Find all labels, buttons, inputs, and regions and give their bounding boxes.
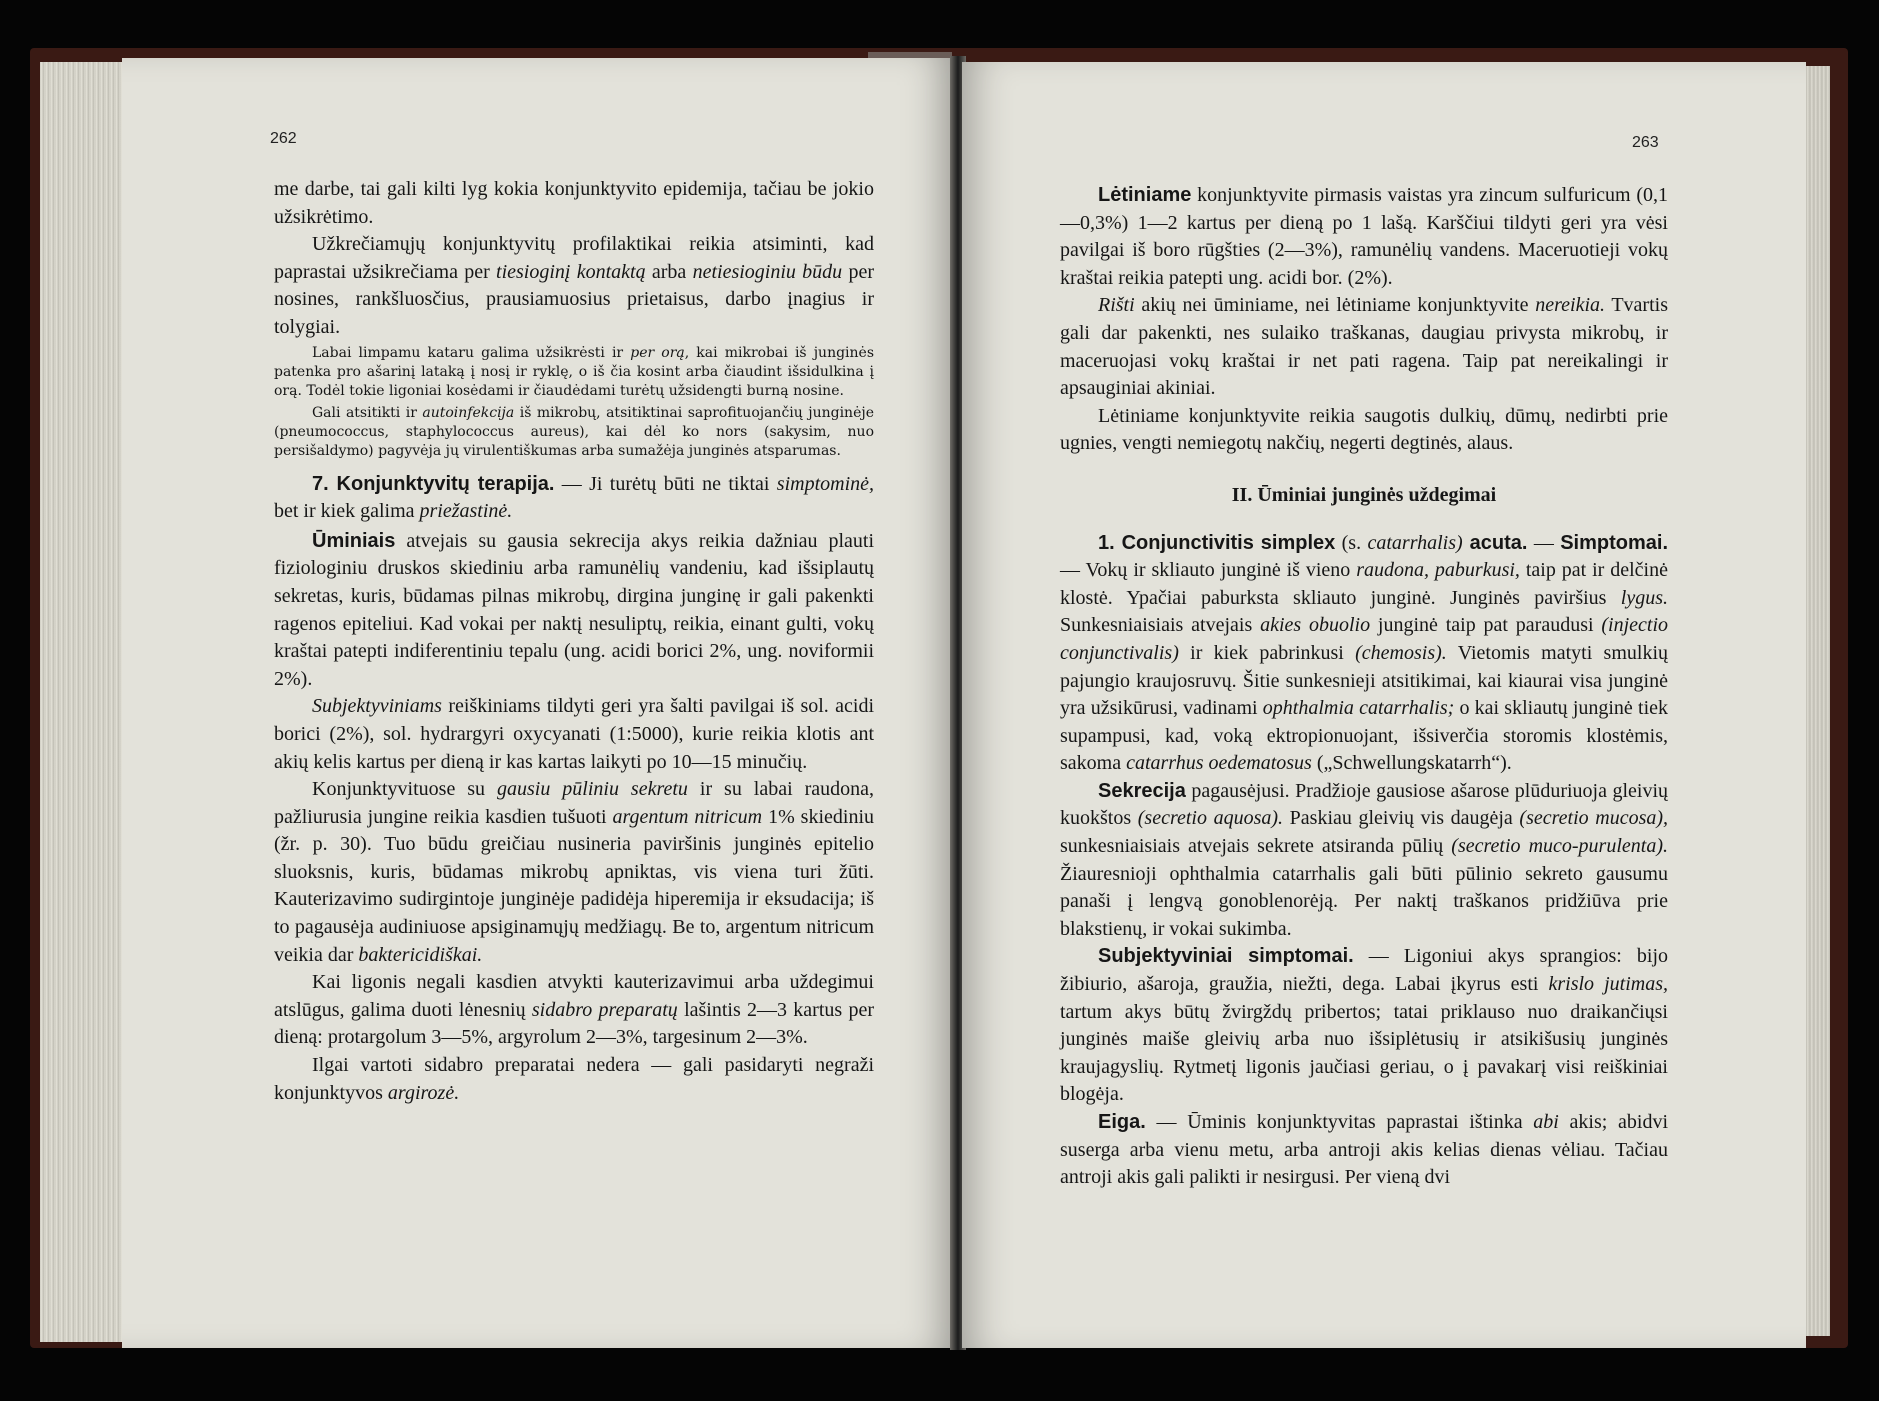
section-title: II. Ūminiai junginės uždegimai bbox=[1231, 483, 1497, 506]
paragraph: Subjektyviniams reiškiniams tildyti geri yra šalti pavilgai iš sol. acidi borici (2%), sol. hydrargyri oxycyanati (1:5000), kurie reikia klotis ant akių kelis kartus per dieną ir kas kartas laikyti po 10—15 minučių. bbox=[274, 695, 874, 773]
paragraph: Konjunktyvituose su gausiu pūliniu sekretu ir su labai raudona, pažliurusia jungine reikia kasdien tušuoti argentum nitricum 1% skiediniu (žr. p. 30). Tuo būdu greičiau nusineria paviršinis junginės epitelio sluoksnis, kuris, būdamas mikrobų apniktas, vis viena turi žūti. Kauterizavimo sudirgintoje junginėje padidėja hiperemija ir eksudacija; iš to pagausėja audiniuose apsiginamųjų medžiagų. Be to, argentum nitricum veikia dar baktericidiškai. bbox=[274, 778, 875, 966]
paragraph: Sekrecija pagausėjusi. Pradžioje gausiose ašarose plūduriuoja gleivių kuokštos (secretio aquosa). Paskiau gleivių vis daugėja (secretio mucosa), sunkesniaisiais atvejais sekrete atsiranda pūlių (secretio muco-purulenta). Žiauresnioji ophthalmia catarrhalis gali būti pūlinio sekreto gausumu panaši į lengvą gonoblenorėją. Per naktį traškanos pridžiūva prie blakstienų, ir vokai sukimba. bbox=[1060, 779, 1669, 940]
paragraph: Rišti akių nei ūminiame, nei lėtiniame konjunktyvite nereikia. Tvartis gali dar pakenkti, nes sulaiko traškanas, daugiau privysta mikrobų, ir maceruojasi vokų kraštai ir net pati ragena. Taip pat nereikalingi ir apsauginiai akiniai. bbox=[1060, 294, 1668, 400]
paragraph: Subjektyviniai simptomai. — Ligoniui akys sprangios: bijo žibiurio, ašaroja, graužia, niežti, dega. Labai įkyrus esti krislo jutimas, tartum akys būtų žvirgždų pribertos; tatai priklauso nuo draikančiųsi junginės maiše gleivių arba nuo išsiplėtusių ir atsikišusių junginės kraujagyslių. Rytmetį ligonis jaučiasi geriau, o į pavakarį visi reiškiniai blogėja. bbox=[1060, 945, 1668, 1106]
paragraph: Lėtiniame konjunktyvite reikia saugotis dulkių, dūmų, nedirbti prie ugnies, vengti nemiegotų nakčių, negerti degtinės, alaus. bbox=[1060, 404, 1668, 455]
page-number: 263 bbox=[1632, 134, 1659, 151]
right-page-body bbox=[1060, 182, 1668, 1192]
left-page bbox=[122, 58, 954, 1348]
paragraph: Užkrečiamųjų konjunktyvitų profilaktikai reikia atsiminti, kad paprastai užsikrečiama per tiesioginį kontaktą arba netiesioginiu būdu per nosines, rankšluosčius, prausiamuosius prietaisus, darbo įnagius ir tolygiai. bbox=[274, 233, 874, 338]
paragraph: 1. Conjunctivitis simplex (s. catarrhalis) acuta. — Simptomai.— Vokų ir skliauto junginė iš vieno raudona, paburkusi, taip pat ir delčinė klostė. Ypačiai paburksta skliauto junginė. Junginės paviršius lygus. Sunkesniaisiais atvejais akies obuolio junginė taip pat paraudusi (injectio conjunctivalis) ir kiek pabrinkusi (chemosis). Vietomis matyti smulkių pajungio kraujosruvų. Šitie sunkesnieji atsitikimai, kai kiaurai visa junginė yra užsikūrusi, vadinami ophthalmia catarrhalis; o kai skliautų junginė tiek supampusi, kad, voką ektropionuojant, išsiverčia storomis klostėmis, sakoma catarrhus oedematosus („Schwellungskatarrh“). bbox=[1060, 531, 1668, 775]
page-edges-left bbox=[40, 62, 126, 1342]
right-page bbox=[962, 62, 1806, 1348]
paragraph: Lėtiniame konjunktyvite pirmasis vaistas yra zincum sulfuricum (0,1—0,3%) 1—2 kartus per dieną po 1 lašą. Karščiui tildyti geri yra vėsi pavilgai iš boro rūgšties (2—3%), ramunėlių vandens. Maceruotieji vokų kraštai reikia patepti ung. acidi bor. (2%). bbox=[1060, 184, 1668, 289]
paragraph: Eiga. — Ūminis konjunktyvitas paprastai ištinka abi akis; abidvi suserga arba vienu metu, arba antroji akis kelias dienas vėliau. Tačiau antroji akis gali palikti ir nesirgusi. Per vieną dvi bbox=[1060, 1111, 1668, 1189]
paragraph: me darbe, tai gali kilti lyg kokia konjunktyvito epidemija, tačiau be jokio užsikrėtimo. bbox=[274, 178, 874, 228]
paragraph: Ūminiais atvejais su gausia sekrecija akys reikia dažniau plauti fiziologiniu druskos skiediniu arba ramunėlių vandeniu, kad išsiplautų sekretas, kuris, būdamas pilnas mikrobų, dirgina junginę ir gali pakenkti ragenos epiteliui. Kad vokai per naktį nesuliptų, reikia, einant gulti, vokų kraštai patepti indiferentiniu tepalu (ung. acidi borici 2%, ung. noviformii 2%). bbox=[274, 529, 874, 690]
small-print-paragraph: Gali atsitikti ir autoinfekcija iš mikrobų, atsitiktinai saprofituojančių junginėje (pneumococcus, staphylococcus aureus), kai dėl ko nors (sakysim, nuo persišaldymo) pagyvėja jų virulentiškumas arba sumažėja junginės atsparumas. bbox=[274, 404, 874, 459]
left-page-body bbox=[274, 176, 874, 1107]
paragraph: Ilgai vartoti sidabro preparatai nedera — gali pasidaryti negraži konjunktyvos argirozė. bbox=[274, 1054, 874, 1104]
small-print-paragraph: Labai limpamu kataru galima užsikrėsti ir per orą, kai mikrobai iš junginės patenka pro ašarinį lataką į nosį ir ryklę, o iš čia kosint arba čiaudint išsidulkina į orą. Todėl tokie ligoniai kosėdami ir čiaudėdami turėtų užsidengti burną nosine. bbox=[274, 344, 875, 399]
paragraph: Kai ligonis negali kasdien atvykti kauterizavimui arba uždegimui atslūgus, galima duoti lėnesnių sidabro preparatų lašintis 2—3 kartus per dieną: protargolum 3—5%, argyrolum 2—3%, targesinum 2—3%. bbox=[274, 971, 874, 1049]
section-heading: 7. Konjunktyvitų terapija. — Ji turėtų būti ne tiktai simptominė, bet ir kiek galima priežastinė. bbox=[274, 472, 874, 523]
page-number: 262 bbox=[270, 130, 297, 147]
